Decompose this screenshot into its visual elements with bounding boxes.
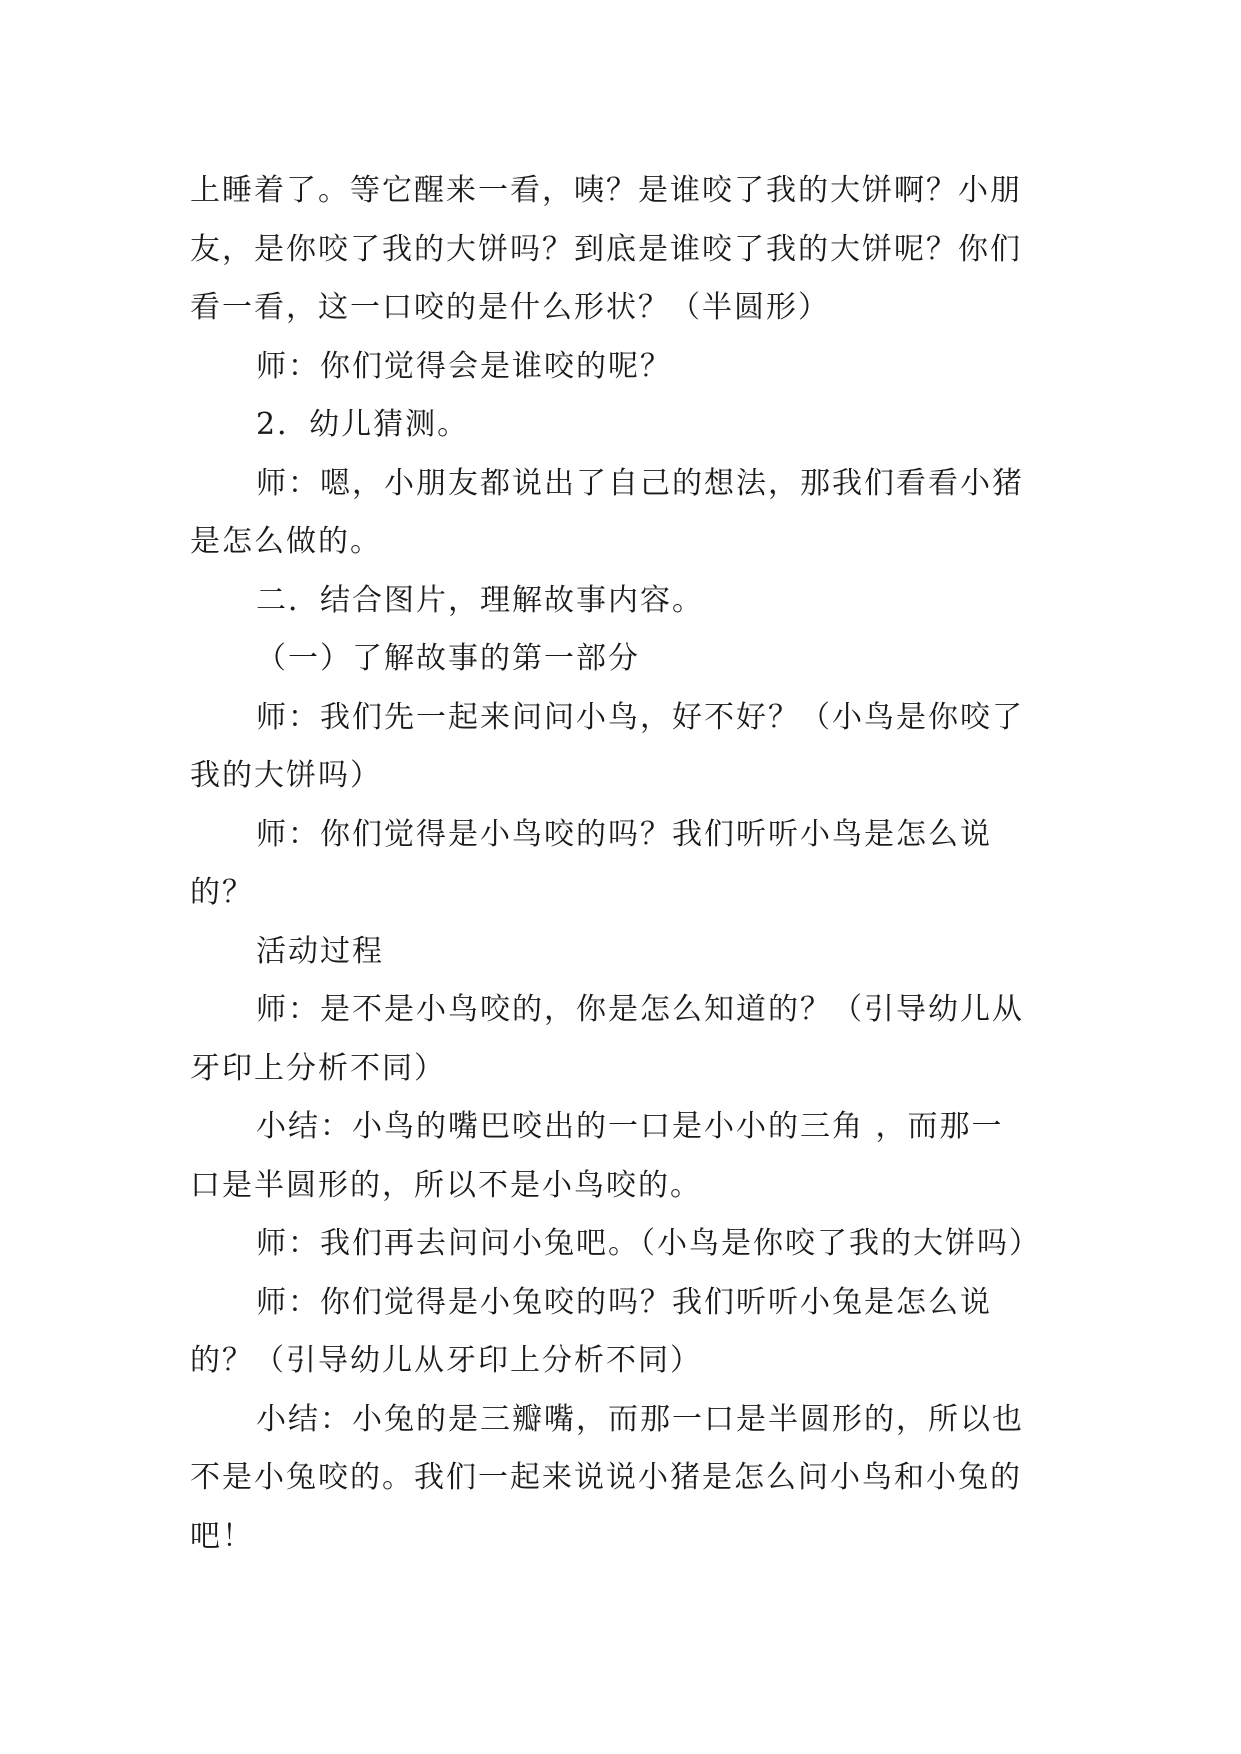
- text-line: 的？（引导幼儿从牙印上分析不同）: [190, 1343, 702, 1378]
- paragraph: [190, 689, 1050, 806]
- paragraph: [190, 1274, 1050, 1391]
- text-line: 牙印上分析不同）: [190, 1050, 446, 1086]
- text-line: 不是小兔咬的。我们一起来说说小猪是怎么问小鸟和小兔的: [190, 1460, 1022, 1495]
- paragraph: [190, 396, 1050, 455]
- text-line: 口是半圆形的，所以不是小鸟咬的。: [190, 1167, 702, 1203]
- section-heading: [190, 572, 1050, 631]
- text-line: 的？: [190, 875, 254, 910]
- text-line: 上睡着了。等它醒来一看，咦？是谁咬了我的大饼啊？小朋: [190, 173, 1022, 208]
- text-line: 是怎么做的。: [190, 524, 382, 559]
- text-line: 看一看，这一口咬的是什么形状？（半圆形）: [190, 290, 830, 325]
- text-line: 2．幼儿猜测。: [256, 407, 470, 442]
- paragraph: [190, 162, 1050, 338]
- section-label: [190, 923, 1050, 982]
- text-line: 小结：小兔的是三瓣嘴，而那一口是半圆形的，所以也: [256, 1401, 1024, 1437]
- subsection-heading: [190, 630, 1050, 689]
- text-line: 师：你们觉得会是谁咬的呢？: [256, 348, 672, 384]
- text-line: 吧！: [190, 1518, 254, 1554]
- document-body: [190, 162, 1050, 1566]
- text-line: 师：是不是小鸟咬的，你是怎么知道的？（引导幼儿从: [256, 992, 1024, 1027]
- text-line: 我的大饼吗）: [190, 758, 382, 793]
- text-line: 师：你们觉得是小鸟咬的吗？我们听听小鸟是怎么说: [256, 816, 992, 852]
- paragraph: [190, 1215, 1050, 1274]
- paragraph: [190, 338, 1050, 397]
- paragraph: [190, 455, 1050, 572]
- paragraph: [190, 1098, 1050, 1215]
- paragraph: [190, 806, 1050, 923]
- text-line: 小结：小鸟的嘴巴咬出的一口是小小的三角 ，而那一: [256, 1109, 1004, 1144]
- text-line: 师：你们觉得是小兔咬的吗？我们听听小兔是怎么说: [256, 1284, 992, 1320]
- text-line: 师：我们再去问问小兔吧。（小鸟是你咬了我的大饼吗）: [256, 1226, 1041, 1261]
- paragraph: [190, 1391, 1050, 1567]
- text-line: （一）了解故事的第一部分: [256, 641, 640, 676]
- text-line: 师：嗯，小朋友都说出了自己的想法，那我们看看小猪: [256, 465, 1024, 501]
- text-line: 师：我们先一起来问问小鸟，好不好？（小鸟是你咬了: [256, 699, 1024, 735]
- text-line: 二．结合图片，理解故事内容。: [256, 582, 704, 618]
- paragraph: [190, 981, 1050, 1098]
- text-line: 活动过程: [256, 933, 384, 969]
- text-line: 友，是你咬了我的大饼吗？到底是谁咬了我的大饼呢？你们: [190, 231, 1022, 267]
